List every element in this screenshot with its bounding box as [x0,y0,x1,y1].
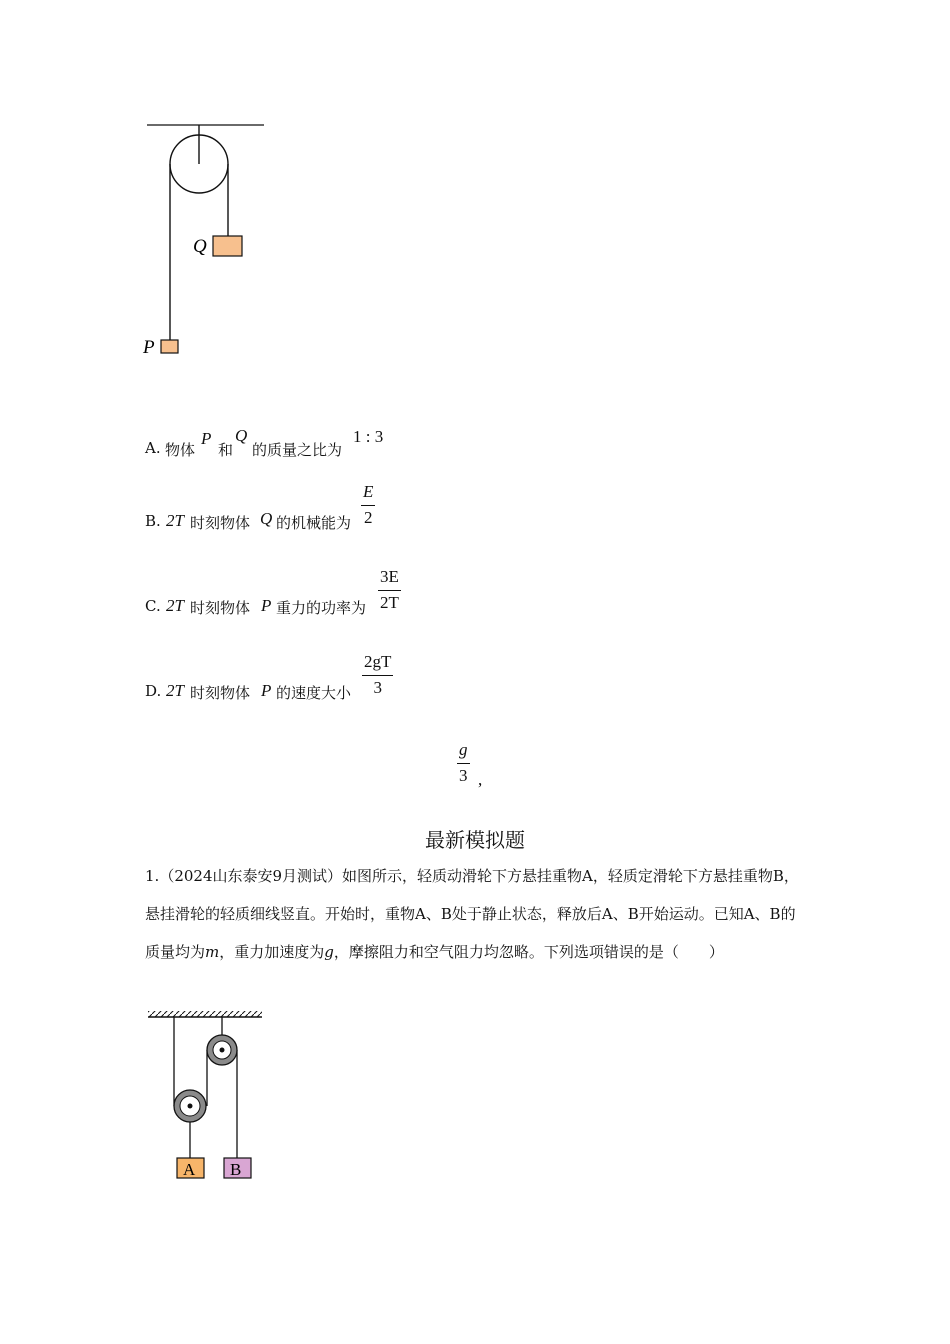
question-text-1: 如图所示，轻质动滑轮下方悬挂重物A，轻质定滑轮下方悬挂重物B，悬挂滑轮的轻质细线竖直。开始时，重物A、B处于静止状态，释放后A、B开始运动。已知A、B的质量均为 [145,867,799,961]
option-c-fraction [378,567,401,613]
option-b-var-q: Q [260,509,273,528]
option-c-denominator: 2T [380,593,399,612]
option-c-time: 2T [166,596,184,615]
ceiling-hatch [148,1011,262,1017]
movable-pulley-axle [188,1104,193,1109]
option-a-pre: 物体 [165,441,196,459]
option-c-letter: C. [145,597,161,615]
question-1 [145,857,810,971]
option-d-denominator: 3 [373,678,382,697]
stray-comma: , [478,770,483,789]
option-b-post: 的机械能为 [276,514,352,532]
option-b-fraction [361,482,375,528]
question-var-g: g [324,943,334,961]
label-b: B [230,1160,242,1179]
block-q [213,236,242,256]
stray-denominator: 3 [459,766,468,785]
question-text-2: ，重力加速度为 [219,943,325,961]
fixed-pulley-axle [220,1048,225,1053]
pulley-figure-2 [140,1008,270,1188]
question-text-3: ，摩擦阻力和空气阻力均忽略。下列选项错误的是（ ） [333,943,724,961]
label-p: P [143,337,155,358]
option-d-post: 的速度大小 [276,684,352,702]
question-number: 1. [145,867,160,885]
question-var-m: m [205,943,220,961]
option-c-pre: 时刻物体 [190,599,251,617]
option-c-numerator: 3E [378,567,401,591]
option-c-var-p: P [261,596,272,615]
question-source: （2024山东泰安9月测试） [159,867,343,885]
option-d-letter: D. [145,682,162,700]
option-a-var-q: Q [235,426,248,445]
option-d-var-p: P [261,681,272,700]
label-a: A [183,1160,196,1179]
option-c-post: 重力的功率为 [276,599,367,617]
block-p [161,340,178,353]
option-b-letter: B. [145,512,161,530]
section-title: 最新模拟题 [425,828,525,852]
option-a-letter: A. [145,439,161,457]
option-b-time: 2T [166,511,184,530]
option-b-numerator: E [361,482,375,506]
option-b-pre: 时刻物体 [190,514,251,532]
option-a-post: 的质量之比为 [252,441,343,459]
option-a-var-p: P [201,429,212,448]
option-b-denominator: 2 [363,508,373,527]
option-d-pre: 时刻物体 [190,684,251,702]
label-q: Q [193,236,207,257]
option-a-mid: 和 [218,441,234,459]
option-a-ratio: 1 : 3 [353,427,384,446]
stray-numerator: g [457,740,470,764]
option-d-time: 2T [166,681,184,700]
option-d-fraction [362,652,393,698]
option-d-numerator: 2gT [362,652,393,676]
stray-fraction [457,740,470,786]
pulley-figure-1 [140,118,275,363]
